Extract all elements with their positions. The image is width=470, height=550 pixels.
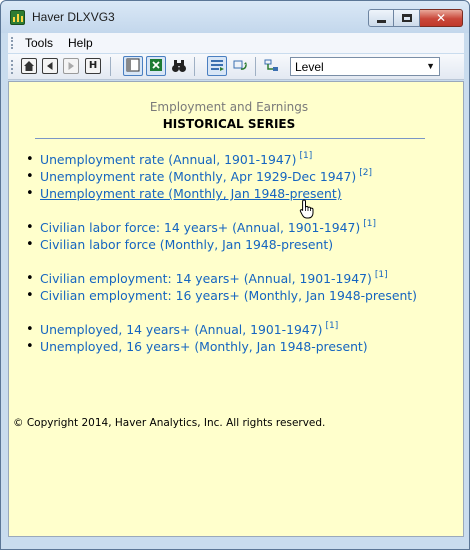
swap-button[interactable]: [231, 58, 249, 75]
bullet: •: [26, 237, 34, 252]
content-pane: [8, 81, 464, 537]
home-button[interactable]: [21, 58, 37, 74]
series-link[interactable]: Civilian labor force (Monthly, Jan 1948-present): [40, 237, 334, 252]
toolbar: [8, 54, 464, 80]
help-icon: H: [88, 60, 98, 71]
binoculars-button[interactable]: [170, 58, 188, 75]
series-link[interactable]: Civilian labor force: 14 years+ (Annual, 1901-1947): [40, 220, 361, 235]
home-icon: [22, 59, 36, 73]
footnote-link[interactable]: [1]: [325, 321, 339, 331]
bullet: •: [26, 339, 34, 354]
forward-icon: [64, 59, 78, 73]
layout-icon: [125, 57, 141, 73]
hand-cursor-icon: [299, 199, 315, 219]
binoculars-icon: [171, 58, 187, 74]
copyright-text: © Copyright 2014, Haver Analytics, Inc. All rights reserved.: [13, 417, 326, 429]
app-icon: [10, 10, 25, 25]
minimize-icon: [377, 20, 386, 23]
maximize-icon: [402, 14, 412, 22]
toolbar-separator: [194, 57, 195, 76]
page-subtitle: Employment and Earnings: [149, 100, 309, 114]
list-item: [24, 168, 444, 185]
list-item: [24, 338, 444, 355]
series-link[interactable]: Civilian employment: 14 years+ (Annual, 1901-1947): [40, 271, 372, 286]
series-list: [24, 151, 444, 355]
maximize-button[interactable]: [394, 9, 420, 27]
list-item: [24, 287, 444, 304]
excel-icon: [148, 57, 164, 73]
series-link-hovered[interactable]: Unemployment rate (Monthly, Jan 1948-present): [40, 186, 342, 201]
help-button[interactable]: [85, 58, 101, 74]
level-select[interactable]: [290, 57, 440, 76]
minimize-button[interactable]: [368, 9, 394, 27]
list-item: [24, 219, 444, 236]
list-item: [24, 151, 444, 168]
title-bar[interactable]: [1, 1, 469, 33]
page-title: HISTORICAL SERIES: [162, 117, 296, 131]
footnote-link[interactable]: [1]: [374, 270, 388, 280]
window-title: Haver DLXVG3: [32, 10, 115, 24]
menu-tools[interactable]: Tools: [25, 36, 54, 50]
series-link[interactable]: Unemployment rate (Monthly, Apr 1929-Dec 1947): [40, 169, 357, 184]
back-icon: [43, 59, 57, 73]
menu-help[interactable]: Help: [68, 36, 93, 50]
close-icon: ✕: [435, 11, 447, 25]
series-link[interactable]: Unemployed, 16 years+ (Monthly, Jan 1948-present): [40, 339, 368, 354]
refresh-icon: [209, 57, 225, 73]
level-select-value: Level: [295, 60, 324, 74]
footnote-link[interactable]: [2]: [359, 168, 373, 178]
series-link[interactable]: Civilian employment: 16 years+ (Monthly, Jan 1948-present): [40, 288, 417, 303]
toolbar-separator: [110, 57, 111, 76]
bullet: •: [26, 271, 34, 286]
series-link[interactable]: Unemployed, 14 years+ (Annual, 1901-1947): [40, 322, 323, 337]
chevron-down-icon[interactable]: ▼: [426, 61, 435, 71]
bullet: •: [26, 152, 34, 167]
excel-button[interactable]: [146, 56, 166, 76]
footnote-link[interactable]: [1]: [299, 151, 313, 161]
close-button[interactable]: [420, 9, 463, 27]
series-link[interactable]: Unemployment rate (Annual, 1901-1947): [40, 152, 297, 167]
bullet: •: [26, 186, 34, 201]
forward-button[interactable]: [63, 58, 79, 74]
divider: [35, 138, 425, 139]
bullet: •: [26, 169, 34, 184]
toolbar-grip[interactable]: [11, 60, 13, 74]
refresh-button[interactable]: [207, 56, 227, 76]
layout-button[interactable]: [123, 56, 143, 76]
list-item: [24, 270, 444, 287]
menu-grip[interactable]: [11, 37, 13, 49]
list-item: [24, 236, 444, 253]
export-button[interactable]: [262, 58, 280, 75]
export-icon: [263, 58, 279, 74]
list-item: [24, 321, 444, 338]
footnote-link[interactable]: [1]: [363, 219, 376, 229]
menu-bar: [8, 33, 464, 53]
back-button[interactable]: [42, 58, 58, 74]
toolbar-separator: [255, 57, 256, 76]
bullet: •: [26, 220, 34, 235]
list-item: [24, 185, 444, 202]
bullet: •: [26, 322, 34, 337]
bullet: •: [26, 288, 34, 303]
swap-icon: [232, 58, 248, 74]
caption-buttons: [368, 9, 463, 27]
